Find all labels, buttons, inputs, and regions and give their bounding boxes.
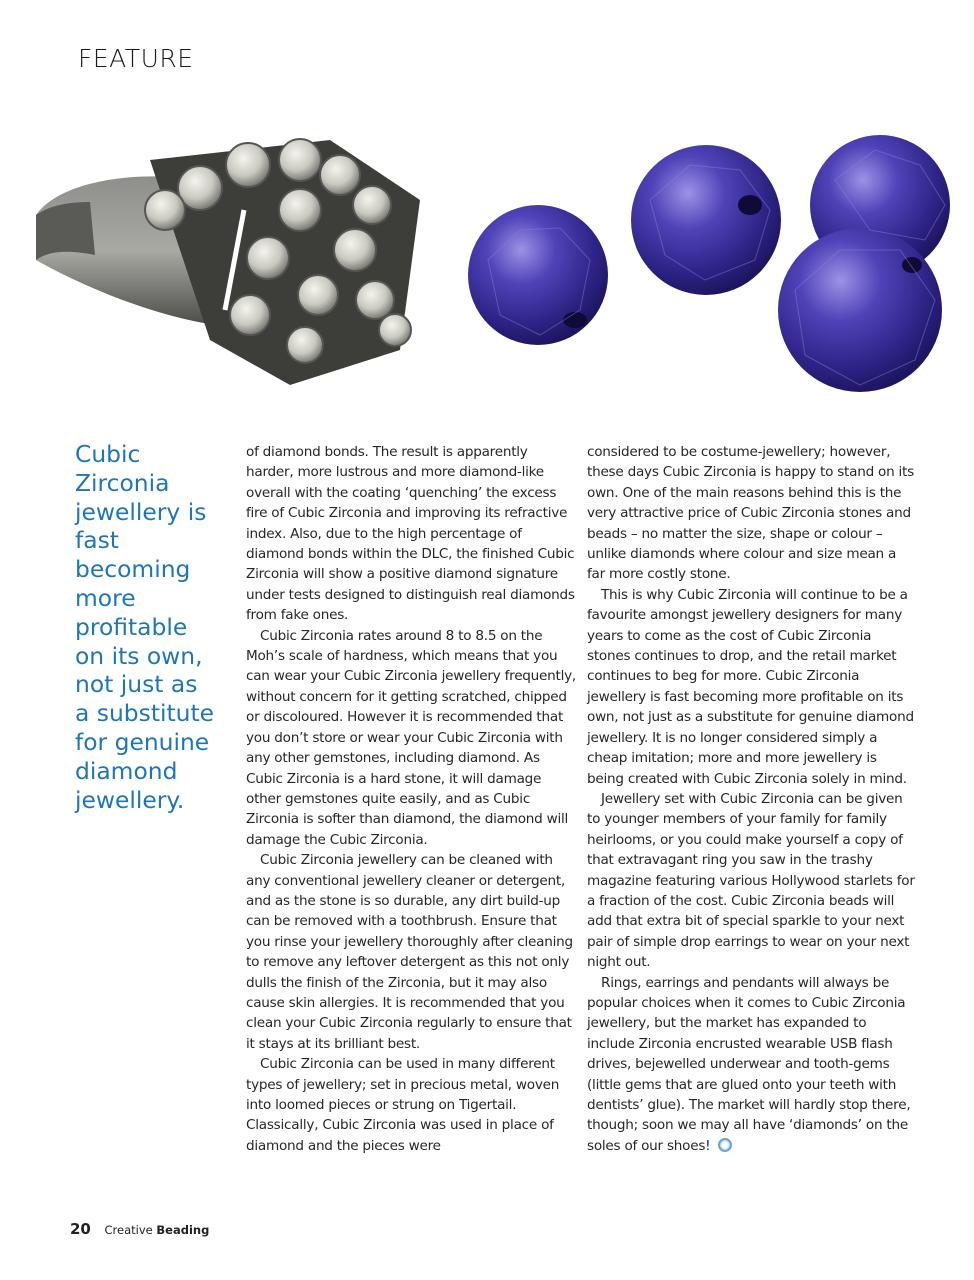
beads-image xyxy=(468,135,950,392)
article-column-right xyxy=(587,442,917,1156)
ring-image xyxy=(36,139,420,385)
section-label: FEATURE xyxy=(78,44,194,73)
magazine-name-regular: Creative xyxy=(104,1223,153,1237)
paragraph: Jewellery set with Cubic Zirconia can be given to younger members of your family for family heirlooms, or you could make yourself a copy of that extravagant ring you saw in the trashy magazine featuring various Hollywood starlets for a fraction of the cost. Cubic Zirconia beads will add that extra bit of special sparkle to your next pair of simple drop earrings to wear on your next night out. xyxy=(587,790,915,971)
end-mark-icon xyxy=(718,1138,732,1152)
article-column-left xyxy=(246,442,576,1156)
paragraph: of diamond bonds. The result is apparently harder, more lustrous and more diamond-like overall with the coating ‘quenching’ the excess fire of Cubic Zirconia and improving its refractive index. Also, due to the high percentage of diamond bonds within the DLC, the finished Cubic Zirconia will show a positive diamond signature under tests designed to distinguish real diamonds from fake ones. xyxy=(246,444,575,624)
paragraph: considered to be costume-jewellery; however, these days Cubic Zirconia is happy to stand on its own. One of the main reasons behind this is the very attractive price of Cubic Zirconia stones and beads – no matter the size, shape or colour – unlike diamonds where colour and size mean a far more costly stone. xyxy=(587,444,914,583)
paragraph-final xyxy=(587,973,917,1157)
pull-quote: Cubic Zirconia jewellery is fast becoming more profitable on its own, not just as a substitute for genuine diamond jewellery. xyxy=(75,440,215,814)
paragraph: Cubic Zirconia can be used in many different types of jewellery; set in precious metal, woven into loomed pieces or strung on Tigertail. Classically, Cubic Zirconia was used in place of diamond and the pieces were xyxy=(246,1056,560,1154)
page-footer xyxy=(70,1220,209,1238)
paragraph-final-text: Rings, earrings and pendants will always be popular choices when it comes to Cubic Zirconia jewellery, but the market has expanded to include Zirconia encrusted wearable USB flash drives, bejewelled underwear and tooth-gems (little gems that are glued onto your teeth with dentists’ glue). The market will hardly stop there, though; soon we may all have ‘diamonds’ on the soles of our shoes! xyxy=(587,974,911,1154)
paragraph: Cubic Zirconia jewellery can be cleaned with any conventional jewellery cleaner or detergent, and as the stone is so durable, any dirt build-up can be removed with a toothbrush. Ensure that you rinse your jewellery thoroughly after cleaning to remove any leftover detergent as this not only dulls the finish of the Zirconia, but it may also cause skin allergies. It is recommended that you clean your Cubic Zirconia regularly to ensure that it stays at its brilliant best. xyxy=(246,852,573,1052)
paragraph: This is why Cubic Zirconia will continue to be a favourite amongst jewellery designers for many years to come as the cost of Cubic Zirconia stones continues to drop, and the retail market continues to beg for more. Cubic Zirconia jewellery is fast becoming more profitable on its own, not just as a substitute for genuine diamond jewellery. It is no longer considered simply a cheap imitation; more and more jewellery is being created with Cubic Zirconia solely in mind. xyxy=(587,586,914,787)
paragraph: Cubic Zirconia rates around 8 to 8.5 on the Moh’s scale of hardness, which means that you can wear your Cubic Zirconia jewellery frequently, without concern for it getting scratched, chipped or discoloured. However it is recommended that you don’t store or wear your Cubic Zirconia with any other gemstones, including diamond. As Cubic Zirconia is a hard stone, it will damage other gemstones quite easily, and as Cubic Zirconia is softer than diamond, the diamond will damage the Cubic Zirconia. xyxy=(246,627,576,848)
jewellery-photo xyxy=(0,110,974,430)
magazine-name-bold: Beading xyxy=(156,1223,210,1237)
page-number: 20 xyxy=(70,1220,91,1238)
